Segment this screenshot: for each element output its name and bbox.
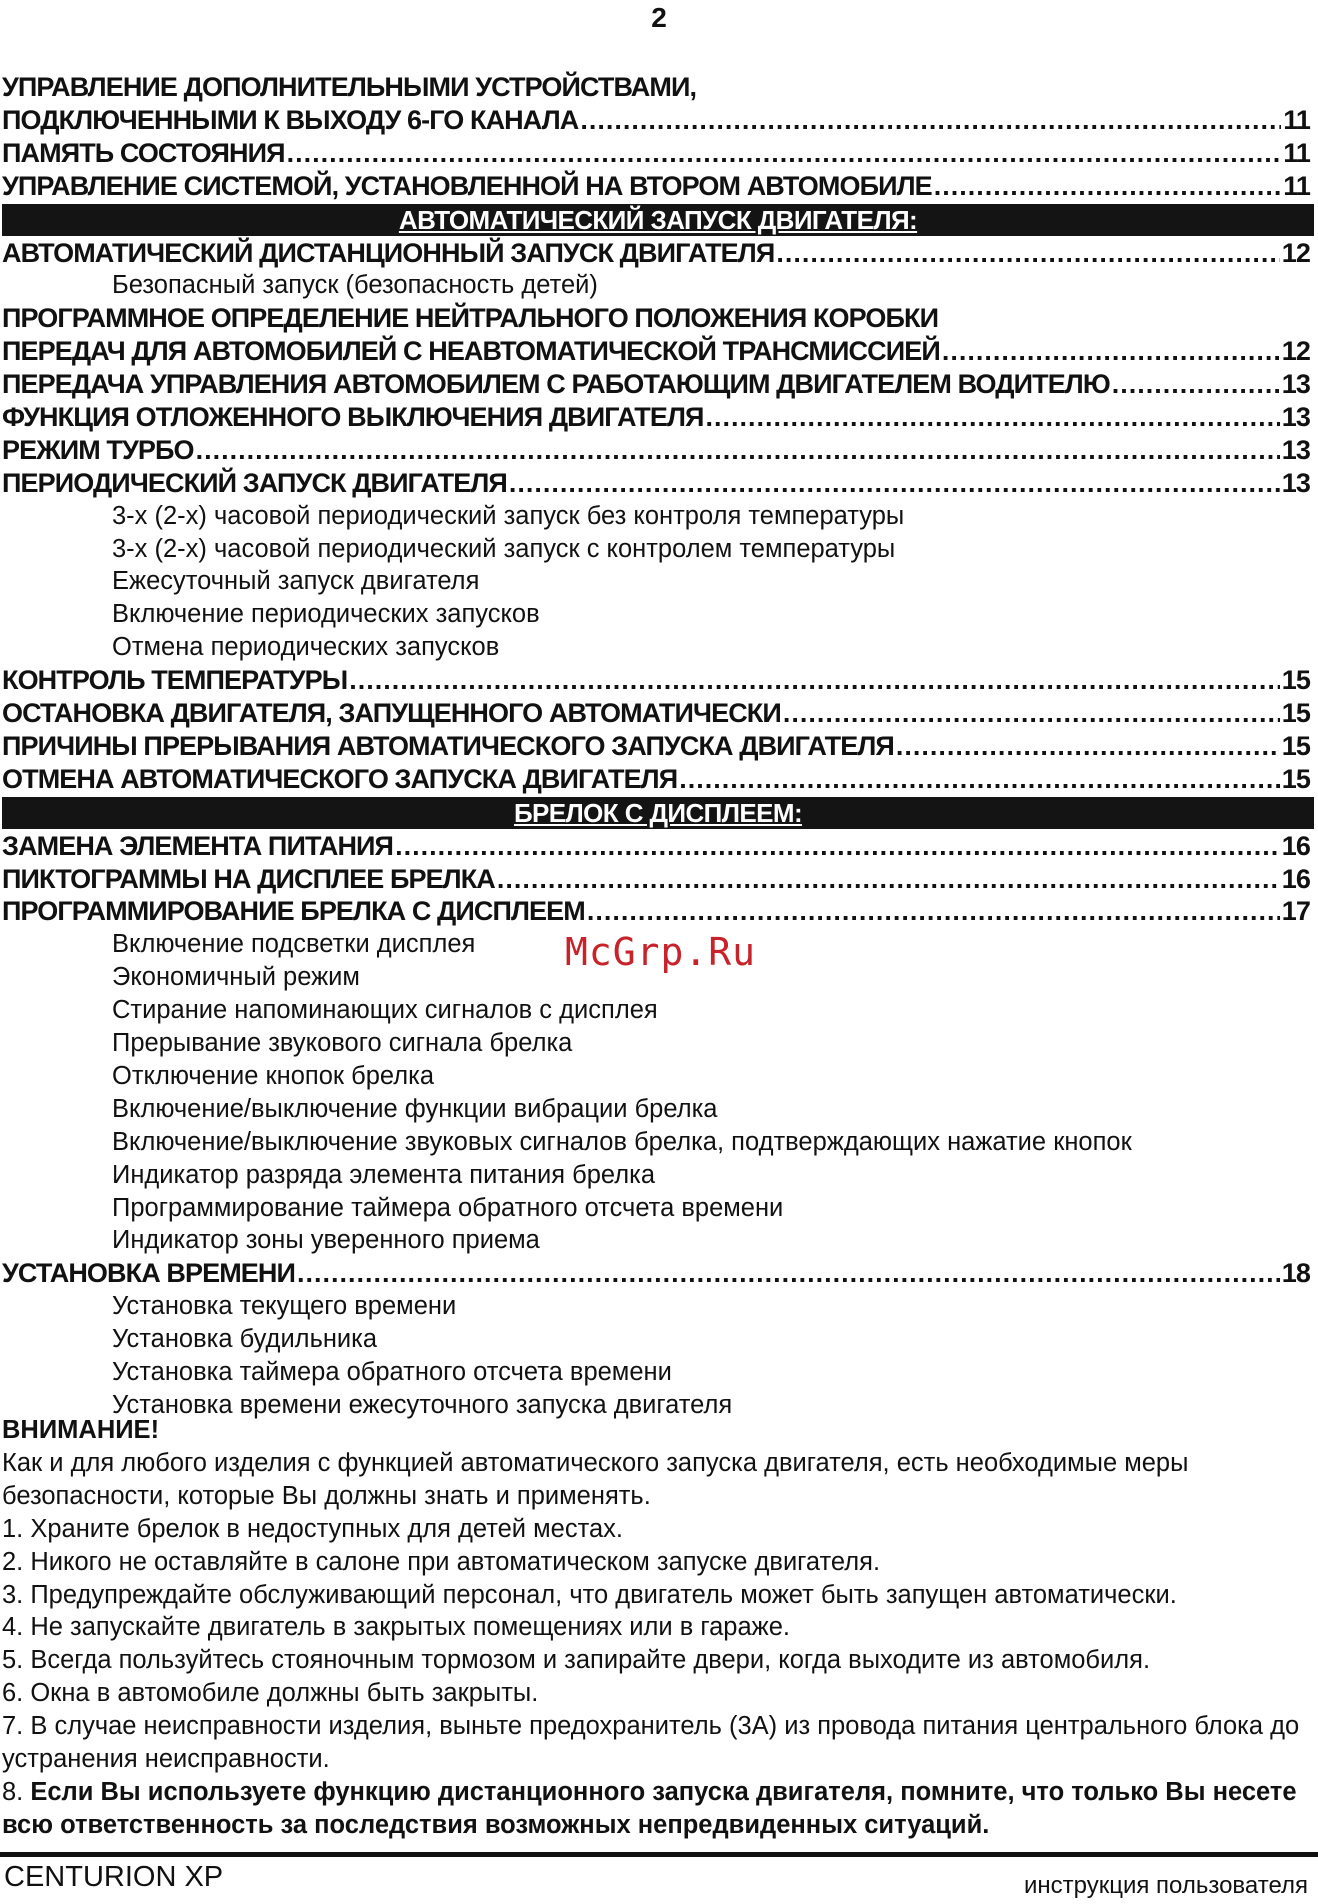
toc-leader-dots bbox=[349, 664, 1280, 697]
toc-entry-title: ПЕРЕДАЧ ДЛЯ АВТОМОБИЛЕЙ С НЕАВТОМАТИЧЕСКОЙ ТРАНСМИССИЕЙ bbox=[2, 336, 940, 367]
toc-page-number: 15 bbox=[1281, 763, 1310, 794]
toc-entry-title: УСТАНОВКА ВРЕМЕНИ bbox=[2, 1258, 296, 1289]
toc-subitem: Включение подсветки дисплея bbox=[112, 930, 476, 959]
toc-subitem: Стирание напоминающих сигналов с дисплея bbox=[112, 996, 658, 1025]
warning-intro: Как и для любого изделия с функцией автоматического запуска двигателя, есть необходимые меры безопасности, которые Вы должны знать и применять. bbox=[2, 1448, 1189, 1510]
toc-entry bbox=[2, 730, 1314, 763]
toc-leader-dots bbox=[783, 697, 1280, 730]
toc-page-number: 17 bbox=[1281, 896, 1310, 927]
toc-leader-dots bbox=[287, 137, 1282, 170]
footer-doc-type: инструкция пользователя bbox=[1023, 1872, 1308, 1899]
toc-subitem: Отключение кнопок брелка bbox=[112, 1061, 435, 1090]
toc-leader-dots bbox=[942, 335, 1280, 368]
toc-leader-dots bbox=[934, 170, 1281, 203]
toc-subitem: Установка будильника bbox=[112, 1325, 378, 1354]
toc-entry bbox=[2, 434, 1314, 467]
toc-subitem: Индикатор разряда элемента питания брелка bbox=[112, 1160, 656, 1189]
warning-item: 6. Окна в автомобиле должны быть закрыты. bbox=[2, 1679, 539, 1708]
toc-subitem: Включение/выключение функции вибрации брелка bbox=[112, 1094, 718, 1123]
toc-entry-title: ПЕРИОДИЧЕСКИЙ ЗАПУСК ДВИГАТЕЛЯ bbox=[2, 467, 507, 498]
toc-entry-title: ПИКТОГРАММЫ НА ДИСПЛЕЕ БРЕЛКА bbox=[2, 863, 495, 894]
warning-item: 2. Никого не оставляйте в салоне при автоматическом запуске двигателя. bbox=[2, 1547, 881, 1576]
toc-leader-dots bbox=[706, 401, 1280, 434]
toc-entry-title: ПАМЯТЬ СОСТОЯНИЯ bbox=[2, 137, 285, 168]
toc-entry-title: ПОДКЛЮЧЕННЫМИ К ВЫХОДУ 6-ГО КАНАЛА bbox=[2, 104, 579, 135]
warning-item-last bbox=[2, 1776, 1314, 1842]
toc-entry-title: УПРАВЛЕНИЕ СИСТЕМОЙ, УСТАНОВЛЕННОЙ НА ВТОРОМ АВТОМОБИЛЕ bbox=[2, 170, 932, 201]
toc-entry bbox=[2, 104, 1314, 137]
toc-entry bbox=[2, 335, 1314, 368]
toc-subitem: Программирование таймера обратного отсчета времени bbox=[112, 1193, 784, 1222]
toc-section-header: БРЕЛОК С ДИСПЛЕЕМ: bbox=[2, 797, 1314, 829]
toc-entry bbox=[2, 830, 1314, 863]
toc-page-number: 13 bbox=[1281, 467, 1310, 498]
toc-page-number: 15 bbox=[1281, 665, 1310, 696]
footer-product: CENTURION XP bbox=[4, 1861, 224, 1893]
table-of-contents bbox=[2, 71, 1314, 1422]
toc-leader-dots bbox=[395, 830, 1280, 863]
toc-leader-dots bbox=[509, 467, 1280, 500]
watermark-logo: McGrp.Ru bbox=[565, 930, 757, 974]
toc-subitem: Прерывание звукового сигнала брелка bbox=[112, 1029, 573, 1058]
warning-item: 3. Предупреждайте обслуживающий персонал, что двигатель может быть запущен автоматически. bbox=[2, 1580, 1177, 1609]
toc-leader-dots bbox=[896, 730, 1280, 763]
toc-subitem: Индикатор зоны уверенного приема bbox=[112, 1226, 540, 1255]
warning-block bbox=[2, 1414, 1314, 1842]
toc-page-number: 15 bbox=[1281, 698, 1310, 729]
toc-entry bbox=[2, 664, 1314, 697]
toc-subitem: Отмена периодических запусков bbox=[112, 633, 500, 662]
toc-leader-dots bbox=[776, 237, 1279, 270]
toc-entry bbox=[2, 763, 1314, 796]
toc-entry bbox=[2, 1257, 1314, 1290]
toc-entry-line: ПРОГРАММНОЕ ОПРЕДЕЛЕНИЕ НЕЙТРАЛЬНОГО ПОЛОЖЕНИЯ КОРОБКИ bbox=[2, 303, 939, 334]
warning-item-number: 8. bbox=[2, 1777, 31, 1806]
toc-page-number: 13 bbox=[1281, 369, 1310, 400]
toc-entry bbox=[2, 401, 1314, 434]
warning-item: 5. Всегда пользуйтесь стояночным тормозом и запирайте двери, когда выходите из автомобиля. bbox=[2, 1646, 1151, 1675]
toc-page-number: 11 bbox=[1283, 104, 1310, 135]
toc-leader-dots bbox=[497, 863, 1280, 896]
toc-entry-title: РЕЖИМ ТУРБО bbox=[2, 434, 194, 465]
toc-entry-title: ОТМЕНА АВТОМАТИЧЕСКОГО ЗАПУСКА ДВИГАТЕЛЯ bbox=[2, 763, 678, 794]
toc-entry bbox=[2, 368, 1314, 401]
toc-leader-dots bbox=[196, 434, 1280, 467]
toc-page-number: 16 bbox=[1281, 863, 1310, 894]
toc-entry-title: ПРИЧИНЫ ПРЕРЫВАНИЯ АВТОМАТИЧЕСКОГО ЗАПУСКА ДВИГАТЕЛЯ bbox=[2, 730, 894, 761]
page-number: 2 bbox=[651, 2, 667, 33]
toc-entry bbox=[2, 863, 1314, 896]
toc-subitem: Включение/выключение звуковых сигналов брелка, подтверждающих нажатие кнопок bbox=[112, 1127, 1132, 1156]
toc-page-number: 13 bbox=[1281, 402, 1310, 433]
footer-divider bbox=[0, 1852, 1318, 1857]
toc-page-number: 11 bbox=[1283, 170, 1310, 201]
toc-subitem: 3-х (2-х) часовой периодический запуск без контроля температуры bbox=[112, 501, 905, 530]
toc-subitem: Установка текущего времени bbox=[112, 1292, 457, 1321]
toc-entry-title: КОНТРОЛЬ ТЕМПЕРАТУРЫ bbox=[2, 665, 348, 696]
toc-entry-title: ЗАМЕНА ЭЛЕМЕНТА ПИТАНИЯ bbox=[2, 830, 394, 861]
toc-page-number: 16 bbox=[1281, 830, 1310, 861]
toc-leader-dots bbox=[587, 895, 1280, 928]
toc-page-number: 12 bbox=[1281, 237, 1310, 268]
toc-entry bbox=[2, 895, 1314, 928]
toc-subitem: Установка таймера обратного отсчета времени bbox=[112, 1357, 672, 1386]
toc-page-number: 13 bbox=[1281, 434, 1310, 465]
toc-entry-line: УПРАВЛЕНИЕ ДОПОЛНИТЕЛЬНЫМИ УСТРОЙСТВАМИ, bbox=[2, 72, 697, 102]
toc-entry bbox=[2, 137, 1314, 170]
toc-subitem: Ежесуточный запуск двигателя bbox=[112, 567, 480, 596]
toc-leader-dots bbox=[1112, 368, 1280, 401]
toc-subitem: 3-х (2-х) часовой периодический запуск с контролем температуры bbox=[112, 534, 896, 563]
warning-item-bold: Если Вы используете функцию дистанционного запуска двигателя, помните, что только Вы несете всю ответственность за последствия возможных непредвиденных ситуаций. bbox=[2, 1777, 1297, 1839]
warning-heading: ВНИМАНИЕ! bbox=[2, 1416, 160, 1444]
toc-entry bbox=[2, 467, 1314, 500]
warning-item: 1. Храните брелок в недоступных для детей местах. bbox=[2, 1514, 623, 1543]
toc-page-number: 11 bbox=[1283, 137, 1310, 168]
toc-page-number: 18 bbox=[1281, 1258, 1310, 1289]
toc-subitem: Безопасный запуск (безопасность детей) bbox=[112, 271, 598, 300]
toc-entry-title: ПРОГРАММИРОВАНИЕ БРЕЛКА С ДИСПЛЕЕМ bbox=[2, 896, 585, 927]
toc-entry-title: АВТОМАТИЧЕСКИЙ ДИСТАНЦИОННЫЙ ЗАПУСК ДВИГАТЕЛЯ bbox=[2, 237, 775, 268]
toc-entry-title: ФУНКЦИЯ ОТЛОЖЕННОГО ВЫКЛЮЧЕНИЯ ДВИГАТЕЛЯ bbox=[2, 402, 704, 433]
toc-entry-title: ОСТАНОВКА ДВИГАТЕЛЯ, ЗАПУЩЕННОГО АВТОМАТИЧЕСКИ bbox=[2, 698, 781, 729]
toc-page-number: 12 bbox=[1281, 336, 1310, 367]
toc-entry-title: ПЕРЕДАЧА УПРАВЛЕНИЯ АВТОМОБИЛЕМ С РАБОТАЮЩИМ ДВИГАТЕЛЕМ ВОДИТЕЛЮ bbox=[2, 369, 1110, 400]
toc-subitem: Включение периодических запусков bbox=[112, 600, 540, 629]
toc-leader-dots bbox=[580, 104, 1281, 137]
toc-leader-dots bbox=[297, 1257, 1280, 1290]
toc-subitem: Экономичный режим bbox=[112, 963, 360, 992]
warning-item: 7. В случае неисправности изделия, выньте предохранитель (3А) из провода питания центрального блока до устранения неисправности. bbox=[2, 1712, 1300, 1774]
toc-leader-dots bbox=[679, 763, 1280, 796]
toc-section-header: АВТОМАТИЧЕСКИЙ ЗАПУСК ДВИГАТЕЛЯ: bbox=[2, 204, 1314, 236]
toc-subitem: Установка времени ежесуточного запуска двигателя bbox=[112, 1390, 733, 1419]
toc-page-number: 15 bbox=[1281, 730, 1310, 761]
warning-item: 4. Не запускайте двигатель в закрытых помещениях или в гараже. bbox=[2, 1613, 790, 1642]
toc-entry bbox=[2, 697, 1314, 730]
toc-entry bbox=[2, 170, 1314, 203]
toc-entry bbox=[2, 237, 1314, 270]
